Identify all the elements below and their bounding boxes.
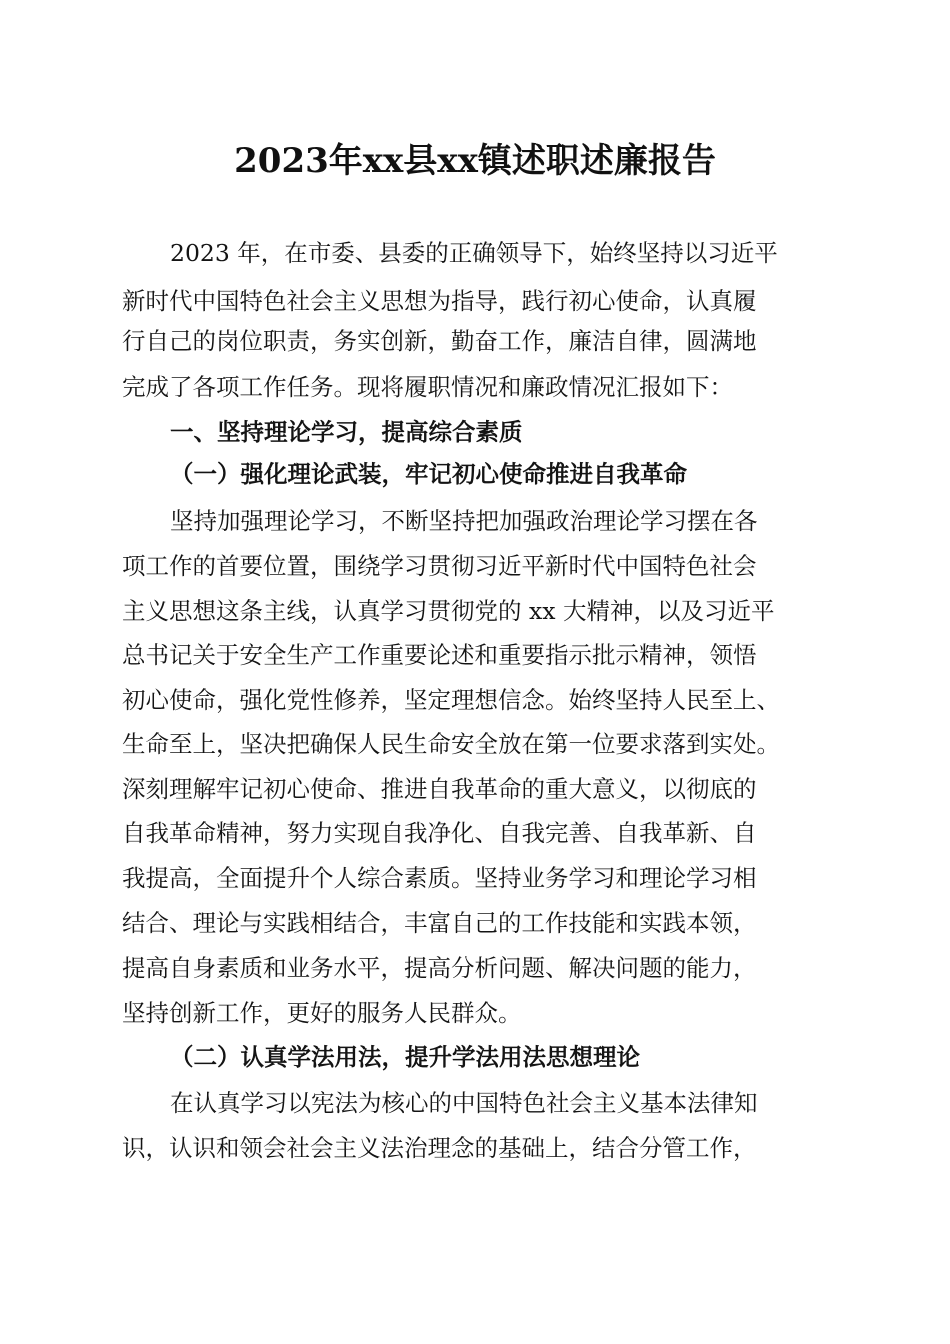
paragraph-line: 主义思想这条主线，认真学习贯彻党的 xx 大精神，以及习近平 [122, 597, 775, 625]
paragraph-line: 自我革命精神，努力实现自我净化、自我完善、自我革新、自 [122, 819, 757, 847]
paragraph-line: 坚持创新工作，更好的服务人民群众。 [122, 999, 522, 1027]
subsection-heading: （二）认真学法用法，提升学法用法思想理论 [170, 1043, 640, 1071]
paragraph-line: 结合、理论与实践相结合，丰富自己的工作技能和实践本领， [122, 909, 757, 937]
paragraph-line: 项工作的首要位置，围绕学习贯彻习近平新时代中国特色社会 [122, 552, 757, 580]
paragraph-line: 识，认识和领会社会主义法治理念的基础上，结合分管工作， [122, 1134, 757, 1162]
document-title: 2023年xx县xx镇述职述廉报告 [234, 141, 716, 181]
paragraph-line: 生命至上，坚决把确保人民生命安全放在第一位要求落到实处。 [122, 730, 780, 758]
paragraph-line: 我提高，全面提升个人综合素质。坚持业务学习和理论学习相 [122, 864, 757, 892]
paragraph-line: 坚持加强理论学习，不断坚持把加强政治理论学习摆在各 [170, 507, 758, 535]
paragraph-line: 在认真学习以宪法为核心的中国特色社会主义基本法律知 [170, 1089, 758, 1117]
subsection-heading: （一）强化理论武装，牢记初心使命推进自我革命 [170, 460, 687, 488]
paragraph-line: 完成了各项工作任务。现将履职情况和廉政情况汇报如下： [122, 373, 733, 401]
section-heading: 一、坚持理论学习，提高综合素质 [170, 418, 523, 446]
paragraph-line: 新时代中国特色社会主义思想为指导，践行初心使命，认真履 [122, 287, 757, 315]
paragraph-line: 行自己的岗位职责，务实创新，勤奋工作，廉洁自律，圆满地 [122, 327, 757, 355]
paragraph-line: 初心使命，强化党性修养，坚定理想信念。始终坚持人民至上、 [122, 686, 780, 714]
paragraph-line: 总书记关于安全生产工作重要论述和重要指示批示精神，领悟 [122, 641, 757, 669]
paragraph-line: 提高自身素质和业务水平，提高分析问题、解决问题的能力， [122, 954, 757, 982]
paragraph-line: 2023 年，在市委、县委的正确领导下，始终坚持以习近平 [170, 239, 778, 267]
paragraph-line: 深刻理解牢记初心使命、推进自我革命的重大意义，以彻底的 [122, 775, 757, 803]
